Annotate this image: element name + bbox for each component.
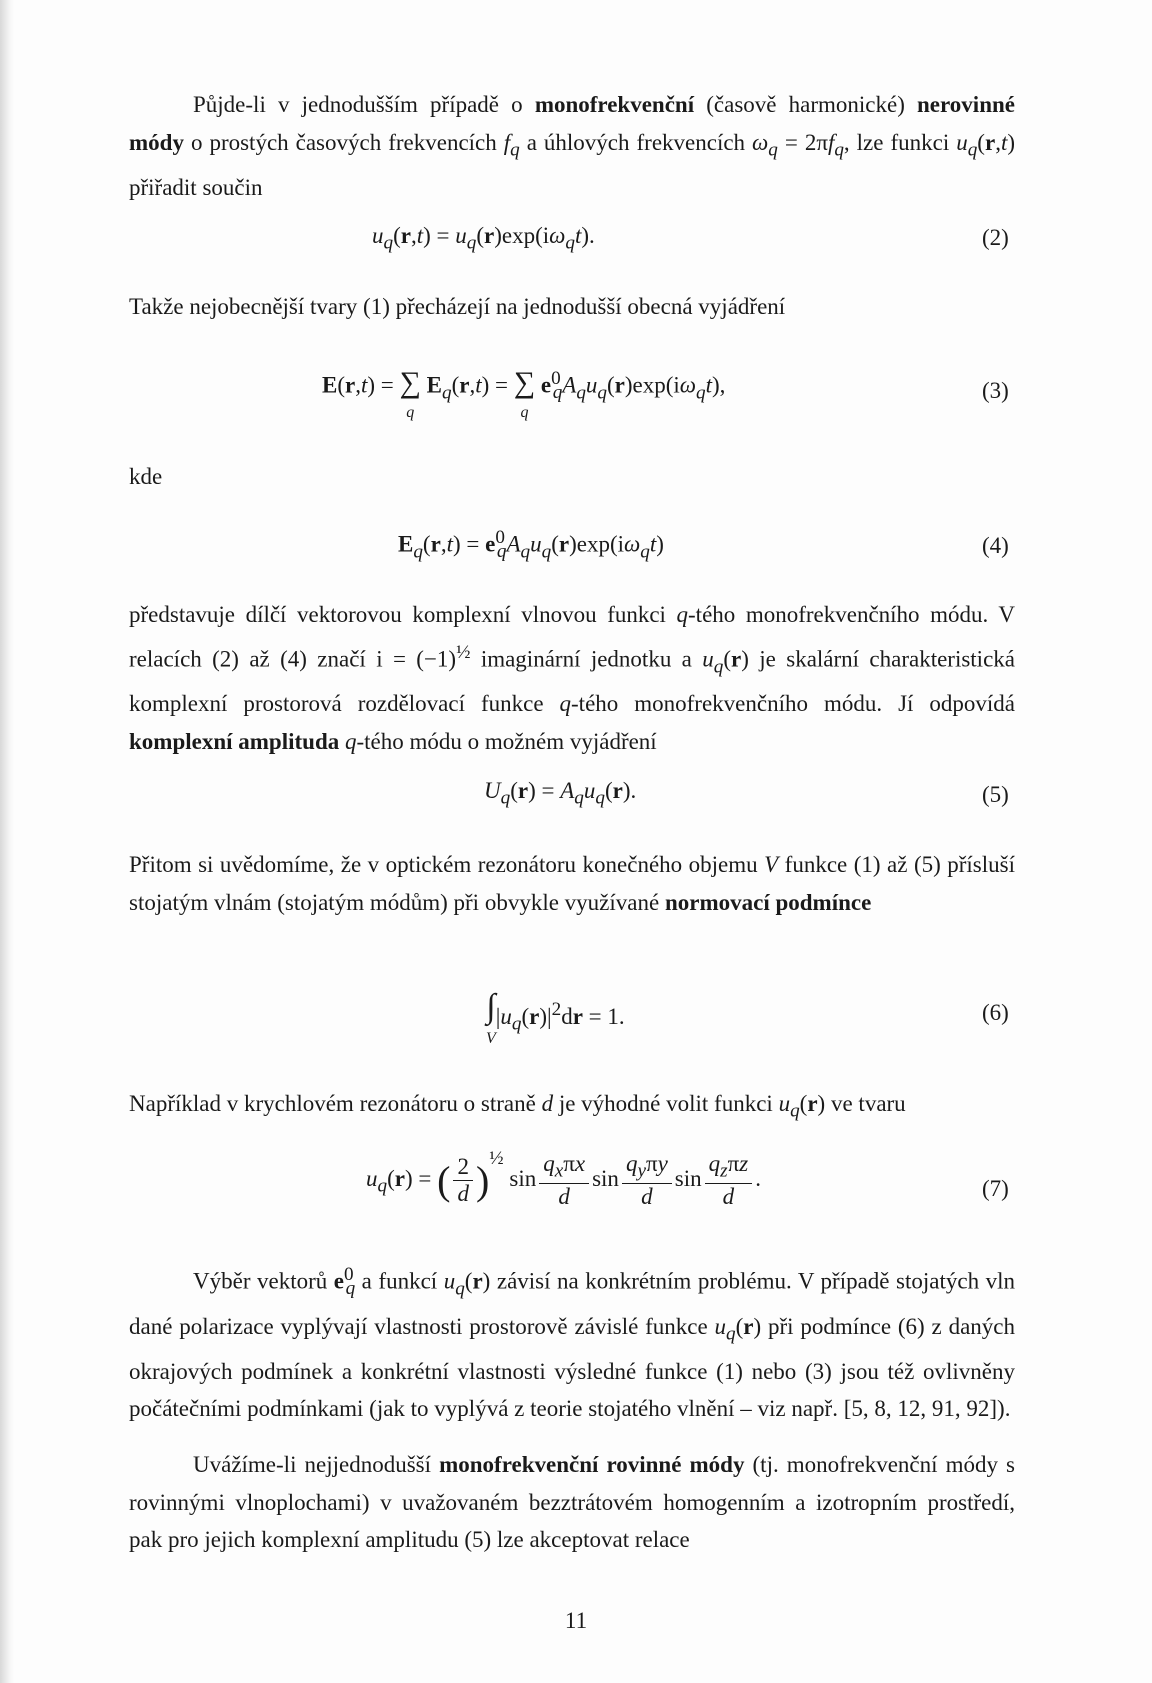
paragraph-general-forms: Takže nejobecnější tvary (1) přecházejí na jednodušší obecná vyjádření (129, 294, 786, 319)
paragraph-resonator: Přitom si uvědomíme, že v optickém rezonátoru konečného objemu V funkce (1) až (5) přísluší stojatým vlnám (stojatým módům) při obvykle využívané normovací podmínce (129, 852, 1015, 915)
equation-2: $u_q(r,t) = u_q(r)\exp(i\omega_qt)$. (372, 223, 595, 254)
equation-number-7: (7) (982, 1176, 1009, 1201)
equation-4: $E_q(r,t) = e^0_qA_qu_q(r)\exp(i\omega_qt)$ (398, 527, 664, 563)
equation-number-3: (3) (982, 378, 1009, 403)
equation-3: E(r,t) = ∑ q $E_q(r,t)$ = ∑ q $e^0_qA_qu_q(r)\exp(i\omega_qt)$, (322, 366, 726, 421)
equation-number-6: (6) (982, 1000, 1009, 1025)
paragraph-intro: Půjde-li v jednodušším případě o monofrekvenční (časově harmonické) nerovinné módy o prostých časových frekvencích $f_q$ a úhlových frekvencích $\omega_q = 2\pi f_q$, lze funkci $u_q(r,t)$ přiřadit součin (129, 92, 1015, 200)
paragraph-mode-description: představuje dílčí vektorovou komplexní vlnovou funkci q-tého monofrekvenčního módu. V relacích (2) až (4) značí $i = (-1)^{\frac{1}{2}}$ imaginární jednotku a $u_q(r)$ je skalární charakteristická komplexní prostorová rozdělovací funkce q-tého monofrekvenčního módu. Jí odpovídá komplexní amplituda q-tého módu o možném vyjádření (129, 602, 1015, 754)
paragraph-plane-modes: Uvážíme-li nejjednodušší monofrekvenční rovinné módy (tj. monofrekvenční módy s rovinnými vlnoplochami) v uvažovaném bezztrátovém homogenním a izotropním prostředí, pak pro jejich komplexní amplitudu (5) lze akceptovat relace (129, 1452, 1015, 1552)
equation-number-4: (4) (982, 533, 1009, 558)
paragraph-cube-example: Například v krychlovém rezonátoru o straně d je výhodné volit funkci $u_q(r)$ ve tvaru (129, 1091, 906, 1122)
equation-5: $U_q(r) = A_qu_q(r)$. (484, 778, 637, 809)
equation-7: $u_q(r)$ = ( $\frac{2}{d}$ )$^{\frac{1}{2}}$ sin $\frac{q_x\pi x}{d}$ sin $\frac{q_y\pi y}{d}$ sin $\frac{q_z\pi z}{d}$ . (366, 1148, 761, 1210)
equation-number-2: (2) (982, 225, 1009, 250)
page-number: 11 (564, 1608, 588, 1633)
paragraph-where: kde (129, 464, 163, 489)
equation-6: ∫ $V|u_q(r)|^2dr = 1$. (486, 988, 625, 1047)
paragraph-vector-selection: Výběr vektorů $e^0_q$ a funkcí $u_q(r)$ závisí na konkrétním problému. V případě stojatých vln dané polarizace vyplývají vlastnosti prostorově závislé funkce $u_q(r)$ při podmínce (6) z daných okrajových podmínek a konkrétní vlastnosti výsledné funkce (1) nebo (3) jsou též ovlivněny počátečními podmínkami (jak to vyplývá z teorie stojatého vlnění – viz např. [5, 8, 12, 91, 92]). (129, 1264, 1015, 1422)
scan-edge-shadow (0, 0, 14, 1683)
equation-number-5: (5) (982, 782, 1009, 807)
